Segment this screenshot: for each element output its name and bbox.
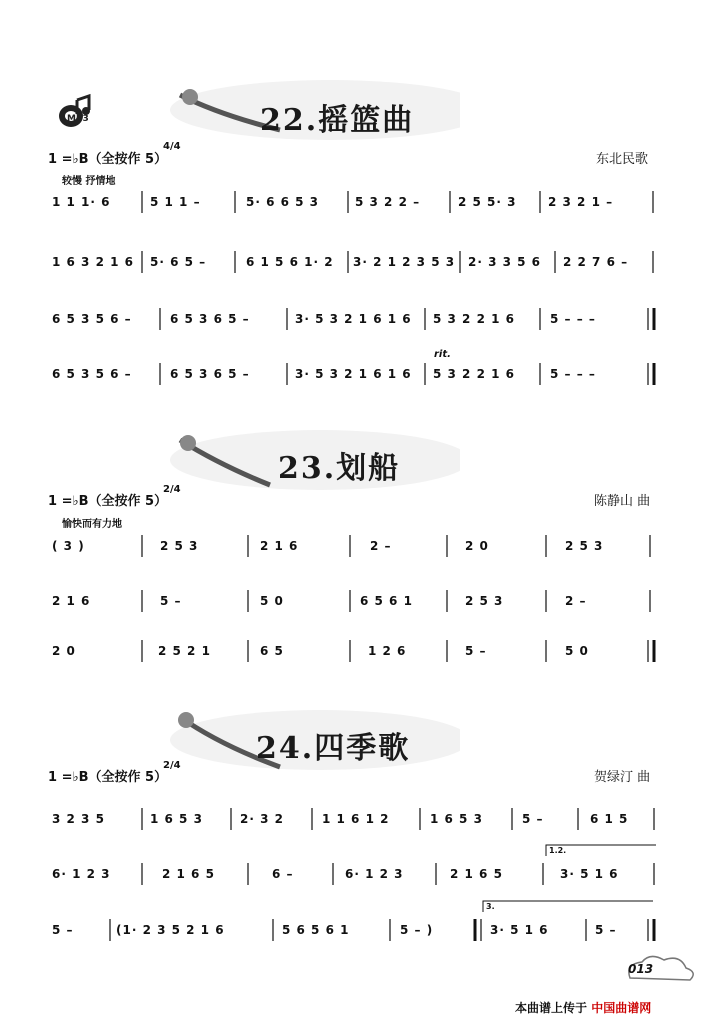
score-line [50,911,660,949]
measure: 6 5 [260,644,284,658]
measure: 5 – [160,594,182,608]
measure: 6 5 3 6 5 – [170,367,250,381]
measure: 1 6 5 3 [150,812,203,826]
measure: 5 3 2 2 1 6 [433,367,515,381]
song-23-title-banner [160,425,460,495]
measure: 2 1 6 [52,594,91,608]
measure: 2 1 6 5 [450,867,503,881]
key-signature: 1 =♭B（全按作 5） [48,770,168,785]
song-title: 24.四季歌 [256,731,411,766]
measure: 5· 6 5 – [150,255,207,269]
measure: 2 1 6 [260,539,299,553]
measure: 2 – [370,539,392,553]
score-line [50,632,660,670]
measure: 5 – – – [550,312,596,326]
song-24-title-banner [160,705,460,775]
measure: 2· 3 3 5 6 [468,255,542,269]
song-title: 23.划船 [278,451,401,486]
measure: 5 – – – [550,367,596,381]
time-signature: 2/4 [163,484,181,495]
measure: 1 6 3 2 1 6 [52,255,134,269]
measure: 3· 5 1 6 [490,923,549,937]
measure: 6 5 6 1 [360,594,413,608]
measure: 6· 1 2 3 [52,867,111,881]
measure: 6 5 3 6 5 – [170,312,250,326]
score-line [50,300,660,338]
measure: 5 3 2 2 1 6 [433,312,515,326]
measure: 6 1 5 6 1· 2 [246,255,334,269]
measure: 3· 5 3 2 1 6 1 6 [295,367,412,381]
measure: 5 0 [565,644,589,658]
measure: 5 – [595,923,617,937]
tempo-marking: 较慢 抒情地 [62,176,116,187]
measure: 1 1 6 1 2 [322,812,390,826]
measure: 2 2 7 6 – [563,255,629,269]
measure: 3 2 3 5 [52,812,105,826]
key-signature: 1 =♭B（全按作 5） [48,494,168,509]
score-line [50,855,660,893]
measure: 2· 3 2 [240,812,284,826]
footer-text: 本曲谱上传于 [515,1001,588,1015]
measure: 2 – [565,594,587,608]
composer: 东北民歌 [596,152,649,167]
score-line [50,582,660,620]
page-number: 013 [628,962,654,976]
measure: 2 0 [52,644,76,658]
measure: 1 1 1· 6 [52,195,111,209]
measure: 2 5 3 [465,594,504,608]
score-line [50,243,660,281]
measure: 3· 2 1 2 3 5 3 [353,255,456,269]
measure: 1 2 6 [368,644,407,658]
mp3-label: MP3 [67,114,89,124]
measure: (1· 2 3 5 2 1 6 [116,923,225,937]
measure: 5 1 1 – [150,195,201,209]
composer: 贺绿汀 曲 [594,770,651,785]
measure: 2 1 6 5 [162,867,215,881]
rit-marking: rit. [434,349,451,360]
measure: 5· 6 6 5 3 [246,195,320,209]
measure: 1 6 5 3 [430,812,483,826]
measure: 5 6 5 6 1 [282,923,350,937]
measure: ( 3 ) [52,539,85,553]
song-title: 22.摇篮曲 [260,103,415,138]
measure: 3· 5 1 6 [560,867,619,881]
volta-label: 1.2. [549,846,567,855]
score-line [50,527,660,565]
score-line [50,183,660,221]
time-signature: 2/4 [163,760,181,771]
mp3-badge-icon[interactable] [55,92,103,130]
tempo-marking: 愉快而有力地 [62,519,122,530]
key-signature: 1 =♭B（全按作 5） [48,152,168,167]
measure: 5 – [522,812,544,826]
song-22-title-banner [160,75,490,145]
measure: 6 1 5 [590,812,629,826]
measure: 2 0 [465,539,489,553]
composer: 陈静山 曲 [594,494,651,509]
measure: 5 – ) [400,923,434,937]
measure: 2 5 5· 3 [458,195,517,209]
measure: 3· 5 3 2 1 6 1 6 [295,312,412,326]
measure: 2 5 3 [565,539,604,553]
measure: 5 0 [260,594,284,608]
measure: 5 3 2 2 – [355,195,421,209]
measure: 6 5 3 5 6 – [52,367,132,381]
footer [515,999,651,1016]
time-signature: 4/4 [163,141,181,152]
measure: 6 – [272,867,294,881]
site-brand-link[interactable]: 中国曲谱网 [591,1001,652,1015]
volta-label: 3. [486,902,495,911]
measure: 5 – [465,644,487,658]
measure: 5 – [52,923,74,937]
measure: 2 5 2 1 [158,644,211,658]
measure: 6· 1 2 3 [345,867,404,881]
measure: 2 5 3 [160,539,199,553]
measure: 6 5 3 5 6 – [52,312,132,326]
score-line [50,800,660,838]
measure: 2 3 2 1 – [548,195,614,209]
score-line [50,355,660,393]
